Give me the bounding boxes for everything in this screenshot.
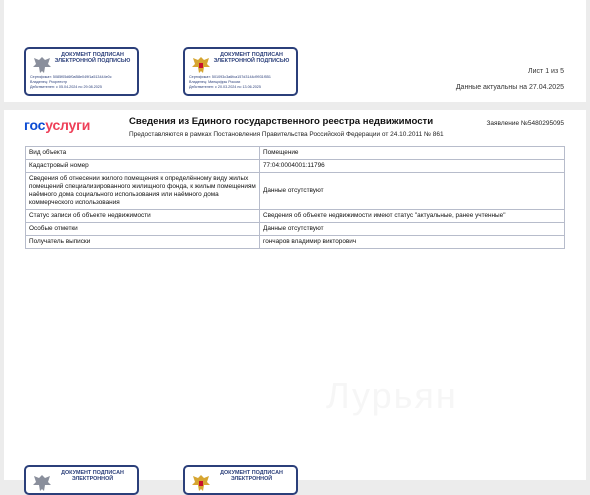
table-row: [26, 236, 565, 249]
previous-page: [4, 0, 586, 102]
row-key: Кадастровый номер: [26, 160, 260, 173]
document-subtitle: Предоставляются в рамках Постановления Правительства Российской Федерации от 24.10.2011 № 861: [129, 131, 444, 138]
row-key: Вид объекта: [26, 147, 260, 160]
row-value: гончаров владимир викторович: [260, 236, 565, 249]
stamp-owner: Владелец: Росреестр: [30, 80, 68, 84]
row-value: Помещение: [260, 147, 565, 160]
table-row: [26, 147, 565, 160]
stamp-validity: Действителен: с 05.04.2024 по 29.08.2025: [30, 85, 102, 89]
stamp-certificate: Сертификат: 501093c3a6fca157d3144d9931f551: [189, 75, 271, 79]
coat-of-arms-icon: [190, 55, 212, 75]
row-value: Данные отсутствуют: [260, 173, 565, 210]
sheet-number: Лист 1 из 5: [528, 68, 564, 75]
gosuslugi-logo: [24, 117, 90, 133]
row-key: Получатель выписки: [26, 236, 260, 249]
logo-part-uslugi: услуги: [45, 117, 91, 133]
watermark: Лурьян: [326, 375, 458, 416]
stamp-certificate: Сертификат: 5085f05d6f0aB8e049f1a513444e0c: [30, 75, 112, 79]
bottom-signature-stamp-rosreestr: [24, 465, 139, 495]
signature-stamp-mintsifry: [183, 47, 298, 96]
row-key: Сведения об отнесении жилого помещения к определённому виду жилых помещений специализированного жилищного фонда, к жилым помещениям наёмного дома социального использования или наёмного дома коммерческого использования: [26, 173, 260, 210]
row-value: Сведения об объекте недвижимости имеют статус "актуальные, ранее учтенные": [260, 210, 565, 223]
logo-part-gos: гос: [24, 117, 46, 133]
bottom-signature-stamp-mintsifry: [183, 465, 298, 495]
coat-of-arms-icon: [190, 473, 212, 493]
document-title: Сведения из Единого государственного реестра недвижимости: [129, 116, 434, 127]
data-actual-date: Данные актуальны на 27.04.2025: [455, 84, 564, 91]
eagle-emblem-icon: [31, 55, 53, 75]
stamp-owner: Владелец: Минцифры России: [189, 80, 241, 84]
stamp-title: ДОКУМЕНТ ПОДПИСАН ЭЛЕКТРОННОЙ: [220, 470, 283, 483]
table-row: [26, 210, 565, 223]
table-row: [26, 223, 565, 236]
row-key: Статус записи об объекте недвижимости: [26, 210, 260, 223]
table-row: [26, 160, 565, 173]
eagle-emblem-icon: [31, 473, 53, 493]
stamp-validity: Действителен: с 20.03.2024 по 13.06.2025: [189, 85, 261, 89]
property-info-table: [25, 146, 565, 249]
stamp-title: ДОКУМЕНТ ПОДПИСАН ЭЛЕКТРОННОЙ: [61, 470, 124, 483]
stamp-title: ДОКУМЕНТ ПОДПИСАН ЭЛЕКТРОННОЙ ПОДПИСЬЮ: [213, 52, 290, 65]
row-key: Особые отметки: [26, 223, 260, 236]
stamp-title: ДОКУМЕНТ ПОДПИСАН ЭЛЕКТРОННОЙ ПОДПИСЬЮ: [54, 52, 131, 65]
row-value: Данные отсутствуют: [260, 223, 565, 236]
table-row: [26, 173, 565, 210]
signature-stamp-rosreestr: [24, 47, 139, 96]
row-value: 77:04:0004001:11796: [260, 160, 565, 173]
extract-page: [4, 110, 586, 483]
application-number: Заявление №5480295095: [486, 120, 564, 127]
